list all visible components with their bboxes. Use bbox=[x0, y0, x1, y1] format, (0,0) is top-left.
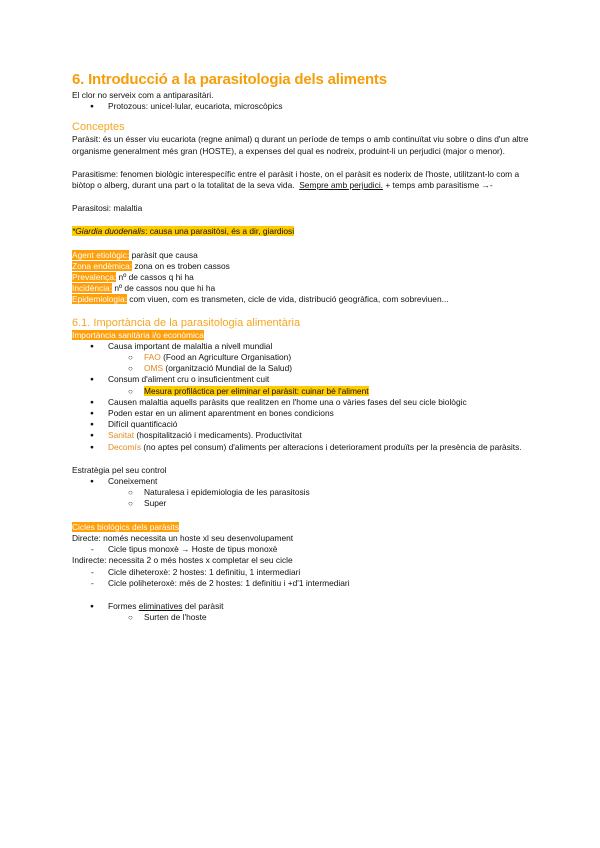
parasit-definition: Paràsit: és un ésser viu eucariota (regne animal) q durant un període de temps o amb continuïtat viu sobre o dins d'un altre organisme generalment més gran (HOSTE), a expenses del qual es nodreix, produint-li un perjudici (major o menor). bbox=[72, 134, 529, 156]
list-item: ● Difícil quantificació bbox=[72, 419, 532, 430]
list-item: ● Protozous: unicel·lular, eucariota, microscòpics bbox=[72, 101, 532, 112]
subheading-cicles: Cicles biològics dels paràsits bbox=[72, 521, 180, 532]
term-line: Zona endèmica: zona on es troben cassos bbox=[72, 260, 230, 271]
term-line: Agent etiològic: paràsit que causa bbox=[72, 249, 198, 260]
list-item: ● Consum d'aliment cru o insuficientment cuit bbox=[72, 374, 532, 385]
directe-text: Directe: només necessita un hoste xl seu desenvolupament bbox=[72, 532, 294, 543]
page-title: 6. Introducció a la parasitologia dels aliments bbox=[72, 71, 387, 88]
list-item: - Cicle poliheteroxè: més de 2 hostes: 1 definitiu i +d'1 intermediari bbox=[72, 578, 532, 589]
subheading-importancia: Importància sanitària i/o econòmica bbox=[72, 329, 204, 340]
terms-list bbox=[72, 250, 532, 306]
section-heading-conceptes: Conceptes bbox=[72, 121, 125, 134]
term-line: Incidència: nº de cassos nou que hi ha bbox=[72, 283, 216, 294]
list-item: - Cicle diheteroxè: 2 hostes: 1 definitiu, 1 intermediari bbox=[72, 567, 532, 578]
estrategia-list bbox=[72, 476, 532, 510]
list-item: ● Causen malaltia aquells paràsits que realitzen en l'home una o vàries fases del seu cicle biològic bbox=[72, 397, 532, 408]
list-item: ● Decomís (no aptes pel consum) d'aliments per alteracions i deteriorament produïts per la presència de paràsits. bbox=[72, 442, 532, 453]
list-item: ○ Mesura profiláctica per eliminar el paràsit: cuinar bé l'aliment bbox=[72, 386, 532, 397]
list-item: ● Coneixement bbox=[72, 476, 532, 487]
indirecte-list bbox=[72, 567, 532, 589]
list-item: ○ FAO (Food an Agriculture Organisation) bbox=[72, 352, 532, 363]
list-item: ○ OMS (organització Mundial de la Salud) bbox=[72, 363, 532, 374]
intro-text: El clor no serveix com a antiparasitàri. bbox=[72, 90, 214, 100]
giardia-note: *Giardia duodenalis: causa una parasitòsi, és a dir, giardiosi bbox=[72, 226, 295, 237]
parasitosi-text: Parasitosi: malaltia bbox=[72, 203, 143, 214]
list-item: ● Poden estar en un aliment aparentment en bones condicions bbox=[72, 408, 532, 419]
section-heading-6-1: 6.1. Importància de la parasitologia alimentària bbox=[72, 316, 301, 329]
list-item: ○ Surten de l'hoste bbox=[72, 612, 532, 623]
directe-list bbox=[72, 544, 532, 555]
estrategia-text: Estratègia pel seu control bbox=[72, 464, 167, 475]
list-item: ○ Naturalesa i epidemiologia de les parasitosis bbox=[72, 487, 532, 498]
indirecte-text: Indirecte: necessita 2 o més hostes x completar el seu cicle bbox=[72, 555, 293, 566]
list-item: ● Causa important de malaltia a nivell mundial bbox=[72, 341, 532, 352]
formes-list bbox=[72, 601, 532, 623]
list-item: ● Sanitat (hospitalització i medicaments). Productivitat bbox=[72, 430, 532, 441]
list-item: ● Formes eliminatives del paràsit bbox=[72, 601, 532, 612]
importance-list bbox=[72, 341, 532, 453]
term-line: Epidemiologia: com viuen, com es transmeten, cicle de vida, distribució geogràfica, com sobreviuen... bbox=[72, 294, 449, 305]
term-line: Prevalença: nº de cassos q hi ha bbox=[72, 272, 194, 283]
list-item: - Cicle tipus monoxè → Hoste de tipus monoxè bbox=[72, 544, 532, 555]
parasitisme-definition: Parasitisme: fenomen biològic interespecífic entre el paràsit i hoste, on el paràsit es noderix de l'hoste, utilitzant-lo com a biòtop o alberg, durant una part o la totalitat de la seva vida. Sempre amb perjudici. + temps amb parasitisme →- bbox=[72, 168, 520, 191]
list-item: ○ Super bbox=[72, 498, 532, 509]
document-page bbox=[72, 70, 532, 623]
intro-list bbox=[72, 101, 532, 112]
